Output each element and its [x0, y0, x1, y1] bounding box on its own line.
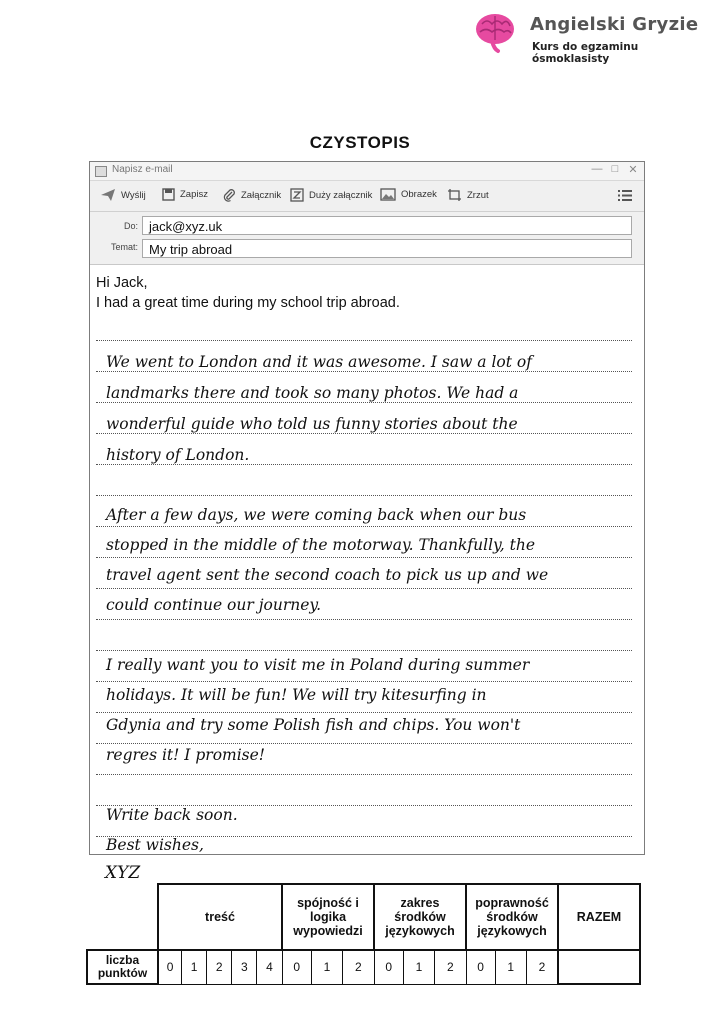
handwritten-line: Write back soon. — [106, 806, 238, 824]
send-icon — [100, 188, 116, 202]
handwritten-line: history of London. — [106, 446, 250, 464]
save-button[interactable] — [162, 188, 208, 201]
total-score-cell[interactable] — [558, 950, 640, 984]
window-title: Napisz e-mail — [112, 164, 173, 175]
score-cell[interactable]: 0 — [466, 950, 495, 984]
email-greeting — [96, 273, 400, 313]
header-tresc: treść — [158, 884, 282, 950]
handwritten-line: landmarks there and took so many photos. We had a — [106, 384, 519, 402]
attachment-label: Załącznik — [241, 189, 282, 201]
email-body[interactable] — [90, 265, 644, 855]
brand — [474, 10, 714, 65]
send-button[interactable] — [100, 188, 146, 202]
writing-line — [96, 743, 632, 744]
paperclip-icon — [222, 188, 236, 202]
handwritten-line: travel agent sent the second coach to pick us up and we — [106, 566, 549, 584]
send-label: Wyślij — [121, 189, 146, 201]
writing-line — [96, 402, 632, 403]
intro-line: I had a great time during my school trip abroad. — [96, 295, 400, 311]
row-label-points: liczba punktów — [87, 950, 158, 984]
header-zakres: zakres środków językowych — [374, 884, 466, 950]
score-cell[interactable]: 1 — [311, 950, 342, 984]
screenshot-icon — [447, 188, 462, 202]
maximize-button[interactable]: □ — [611, 163, 619, 175]
handwritten-line: stopped in the middle of the motorway. Thankfully, the — [106, 536, 535, 554]
page-title: CZYSTOPIS — [309, 133, 411, 152]
score-cell[interactable]: 0 — [158, 950, 182, 984]
score-cell[interactable]: 1 — [182, 950, 207, 984]
subject-field[interactable]: My trip abroad — [142, 239, 632, 258]
handwritten-line: wonderful guide who told us funny stories about the — [106, 415, 518, 433]
writing-line — [96, 619, 632, 620]
brand-title: Angielski Gryzie — [530, 14, 699, 35]
writing-line — [96, 557, 632, 558]
attachment-button[interactable] — [222, 188, 281, 202]
image-icon — [380, 188, 396, 201]
header-razem: RAZEM — [558, 884, 640, 950]
email-header-fields — [90, 212, 644, 265]
minimize-button[interactable]: — — [591, 163, 603, 175]
handwritten-line: regres it! I promise! — [106, 746, 266, 764]
writing-line — [96, 371, 632, 372]
handwritten-line: After a few days, we were coming back when our bus — [106, 506, 527, 524]
writing-line — [96, 712, 632, 713]
score-cell[interactable]: 1 — [403, 950, 434, 984]
score-cell[interactable]: 2 — [435, 950, 466, 984]
greeting-line: Hi Jack, — [96, 275, 148, 291]
toolbar — [90, 181, 644, 212]
writing-line — [96, 526, 632, 527]
header-poprawnosc: poprawność środków językowych — [466, 884, 558, 950]
writing-line — [96, 650, 632, 651]
mail-window-icon — [95, 166, 107, 177]
writing-line — [96, 774, 632, 775]
score-cell[interactable]: 0 — [282, 950, 311, 984]
score-cell[interactable]: 4 — [257, 950, 282, 984]
menu-icon[interactable] — [618, 189, 632, 202]
to-label: Do: — [123, 221, 138, 231]
score-cell[interactable]: 2 — [343, 950, 374, 984]
large-attachment-label: Duży załącznik — [309, 189, 373, 201]
handwritten-line: I really want you to visit me in Poland during summer — [106, 656, 530, 674]
handwritten-line: We went to London and it was awesome. I saw a lot of — [106, 353, 532, 371]
handwritten-line: could continue our journey. — [106, 596, 322, 614]
close-button[interactable]: ✕ — [628, 164, 638, 176]
save-icon — [162, 188, 175, 201]
to-field[interactable]: jack@xyz.uk — [142, 216, 632, 235]
score-cell[interactable]: 0 — [374, 950, 403, 984]
subject-label: Temat: — [110, 242, 138, 252]
brand-subtitle: Kurs do egzaminu ósmoklasisty — [532, 41, 639, 65]
image-button[interactable] — [380, 188, 437, 201]
handwritten-line: holidays. It will be fun! We will try kitesurfing in — [106, 686, 487, 704]
save-label: Zapisz — [180, 189, 208, 200]
table-corner — [87, 884, 158, 950]
large-attachment-icon — [290, 188, 304, 202]
handwritten-line: Best wishes, — [106, 836, 204, 854]
score-table — [86, 883, 641, 985]
writing-line — [96, 588, 632, 589]
writing-line — [96, 433, 632, 434]
screenshot-button[interactable] — [447, 188, 489, 202]
handwritten-line: Gdynia and try some Polish fish and chips. You won't — [106, 716, 521, 734]
email-compose-window — [89, 161, 645, 855]
header-spojnosc: spójność i logika wypowiedzi — [282, 884, 374, 950]
writing-line — [96, 681, 632, 682]
score-cell[interactable]: 1 — [495, 950, 526, 984]
writing-line — [96, 464, 632, 465]
window-titlebar — [90, 162, 644, 181]
large-attachment-button[interactable] — [290, 188, 372, 202]
writing-line — [96, 495, 632, 496]
score-cell[interactable]: 2 — [207, 950, 232, 984]
score-cell[interactable]: 3 — [232, 950, 257, 984]
screenshot-label: Zrzut — [467, 189, 489, 201]
score-cell[interactable]: 2 — [526, 950, 558, 984]
signature: XYZ — [105, 863, 141, 883]
writing-line — [96, 340, 632, 341]
image-label: Obrazek — [401, 189, 437, 200]
brain-icon — [474, 12, 516, 54]
